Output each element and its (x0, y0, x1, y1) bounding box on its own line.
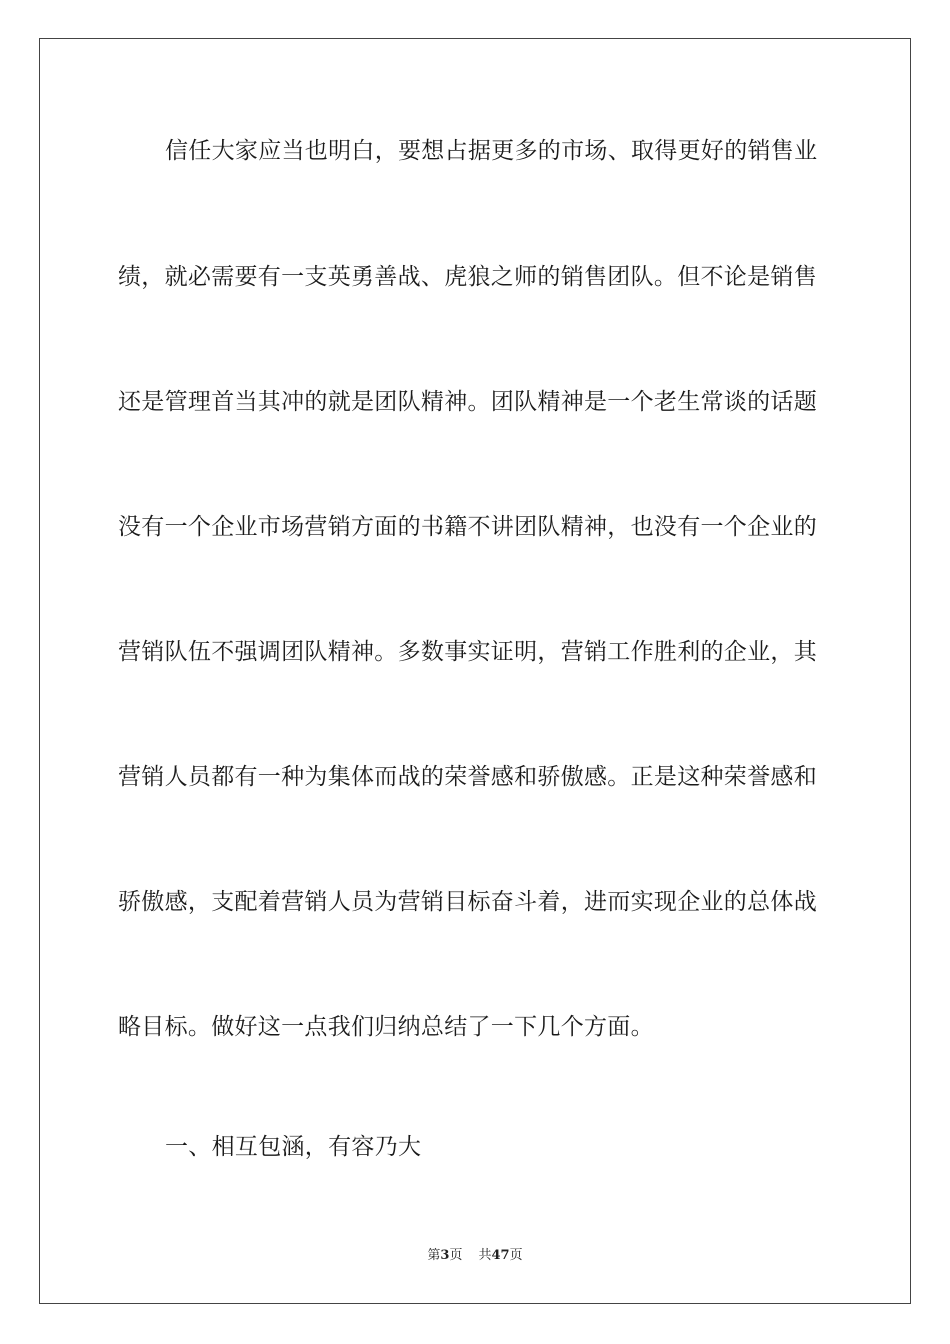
paragraph-line-7: 骄傲感，支配着营销人员为营销目标奋斗着，进而实现企业的总体战 (118, 889, 817, 915)
total-suffix: 页 (509, 1248, 523, 1263)
paragraph-line-5: 营销队伍不强调团队精神。多数事实证明，营销工作胜利的企业，其 (118, 639, 817, 665)
paragraph-line-3: 还是管理首当其冲的就是团队精神。团队精神是一个老生常谈的话题 (118, 389, 817, 415)
paragraph-line-2: 绩，就必需要有一支英勇善战、虎狼之师的销售团队。但不论是销售 (118, 264, 817, 290)
page-suffix: 页 (449, 1248, 463, 1263)
page-number: 3 (440, 1248, 450, 1263)
paragraph-line-1: 信任大家应当也明白，要想占据更多的市场、取得更好的销售业 (165, 138, 818, 164)
page-footer (0, 1247, 950, 1265)
paragraph-line-8: 略目标。做好这一点我们归纳总结了一下几个方面。 (118, 1014, 654, 1040)
page-border (39, 38, 911, 1304)
page-prefix: 第 (427, 1248, 441, 1263)
section-heading: 一、相互包涵，有容乃大 (165, 1134, 422, 1160)
total-prefix: 共 (478, 1248, 492, 1263)
paragraph-line-4: 没有一个企业市场营销方面的书籍不讲团队精神，也没有一个企业的 (118, 514, 817, 540)
paragraph-line-6: 营销人员都有一种为集体而战的荣誉感和骄傲感。正是这种荣誉感和 (118, 764, 817, 790)
total-pages: 47 (491, 1248, 510, 1263)
